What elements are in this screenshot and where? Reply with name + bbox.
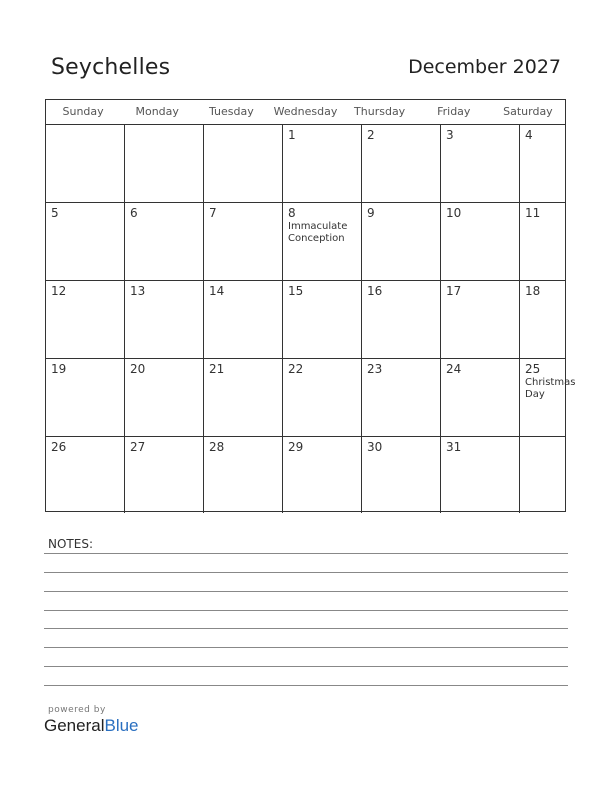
- note-line: [44, 572, 568, 573]
- day-number: 27: [130, 440, 146, 454]
- day-cell: [362, 359, 441, 436]
- day-number: 26: [51, 440, 67, 454]
- day-number: 12: [51, 284, 67, 298]
- day-number: 10: [446, 206, 462, 220]
- day-number: 7: [209, 206, 217, 220]
- note-line: [44, 628, 568, 629]
- day-cell: [204, 125, 283, 202]
- day-cell: [46, 203, 125, 280]
- powered-by-text: powered by: [48, 705, 106, 715]
- weekday-header-row: [46, 100, 565, 125]
- day-event: Immaculate Conception: [288, 221, 348, 244]
- day-cell: [283, 203, 362, 280]
- day-cell: [520, 437, 598, 513]
- weekday-monday: Monday: [135, 105, 179, 118]
- day-cell: [520, 125, 598, 202]
- day-cell: [283, 437, 362, 513]
- note-line: [44, 647, 568, 648]
- day-cell: [204, 359, 283, 436]
- day-cell: [125, 203, 204, 280]
- day-cell: [125, 359, 204, 436]
- calendar-grid: [45, 99, 576, 512]
- day-cell: [441, 359, 520, 436]
- day-cell: [125, 437, 204, 513]
- day-cell: [204, 203, 283, 280]
- day-number: 30: [367, 440, 383, 454]
- day-number: 17: [446, 284, 462, 298]
- weekday-thursday: Thursday: [354, 105, 406, 118]
- notes-label: NOTES:: [48, 537, 93, 551]
- day-cell: [520, 281, 598, 358]
- week-row: [46, 281, 565, 359]
- note-line: [44, 610, 568, 611]
- day-number: 29: [288, 440, 304, 454]
- day-number: 15: [288, 284, 304, 298]
- day-number: 22: [288, 362, 304, 376]
- day-number: 9: [367, 206, 375, 220]
- day-number: 5: [51, 206, 59, 220]
- weekday-tuesday: Tuesday: [208, 105, 254, 118]
- day-event: Christmas Day: [525, 377, 576, 400]
- day-number: 14: [209, 284, 225, 298]
- note-line: [44, 591, 568, 592]
- day-cell: [204, 281, 283, 358]
- month-year-title: December 2027: [408, 56, 561, 78]
- week-row: [46, 359, 576, 437]
- note-line: [44, 666, 568, 667]
- day-cell: [46, 437, 125, 513]
- day-cell: [125, 125, 204, 202]
- day-number: 16: [367, 284, 383, 298]
- day-number: 20: [130, 362, 146, 376]
- weekday-wednesday: Wednesday: [273, 105, 338, 118]
- day-cell: [46, 359, 125, 436]
- day-number: 11: [525, 206, 541, 220]
- day-cell: [520, 203, 598, 280]
- day-cell: [283, 281, 362, 358]
- day-number: 1: [288, 128, 296, 142]
- day-number: 21: [209, 362, 225, 376]
- day-cell: [46, 125, 125, 202]
- day-cell: [362, 125, 441, 202]
- brand-part-general: General: [44, 716, 105, 735]
- day-number: 28: [209, 440, 225, 454]
- day-cell: [520, 359, 598, 436]
- day-cell: [204, 437, 283, 513]
- day-number: 23: [367, 362, 383, 376]
- weekday-sunday: Sunday: [62, 105, 104, 118]
- week-row: [46, 203, 565, 281]
- week-row: [46, 437, 565, 513]
- day-number: 31: [446, 440, 462, 454]
- day-number: 4: [525, 128, 533, 142]
- weekday-saturday: Saturday: [503, 105, 553, 118]
- day-cell: [362, 437, 441, 513]
- day-number: 3: [446, 128, 454, 142]
- day-cell: [441, 281, 520, 358]
- generalblue-logo: [44, 716, 139, 736]
- day-cell: [441, 125, 520, 202]
- day-number: 24: [446, 362, 462, 376]
- day-cell: [283, 359, 362, 436]
- day-cell: [441, 203, 520, 280]
- day-number: 19: [51, 362, 67, 376]
- day-cell: [441, 437, 520, 513]
- day-number: 2: [367, 128, 375, 142]
- day-number: 8: [288, 206, 296, 220]
- country-title: Seychelles: [51, 55, 171, 80]
- week-row: [46, 125, 565, 203]
- brand-part-blue: Blue: [104, 716, 139, 735]
- note-line: [44, 685, 568, 686]
- day-number: 6: [130, 206, 138, 220]
- day-cell: [125, 281, 204, 358]
- weeks-container: [46, 125, 576, 513]
- day-number: 13: [130, 284, 146, 298]
- weekday-friday: Friday: [437, 105, 471, 118]
- day-number: 18: [525, 284, 541, 298]
- day-cell: [362, 281, 441, 358]
- day-cell: [362, 203, 441, 280]
- day-cell: [46, 281, 125, 358]
- note-line: [44, 553, 568, 554]
- day-cell: [283, 125, 362, 202]
- day-number: 25: [525, 362, 541, 376]
